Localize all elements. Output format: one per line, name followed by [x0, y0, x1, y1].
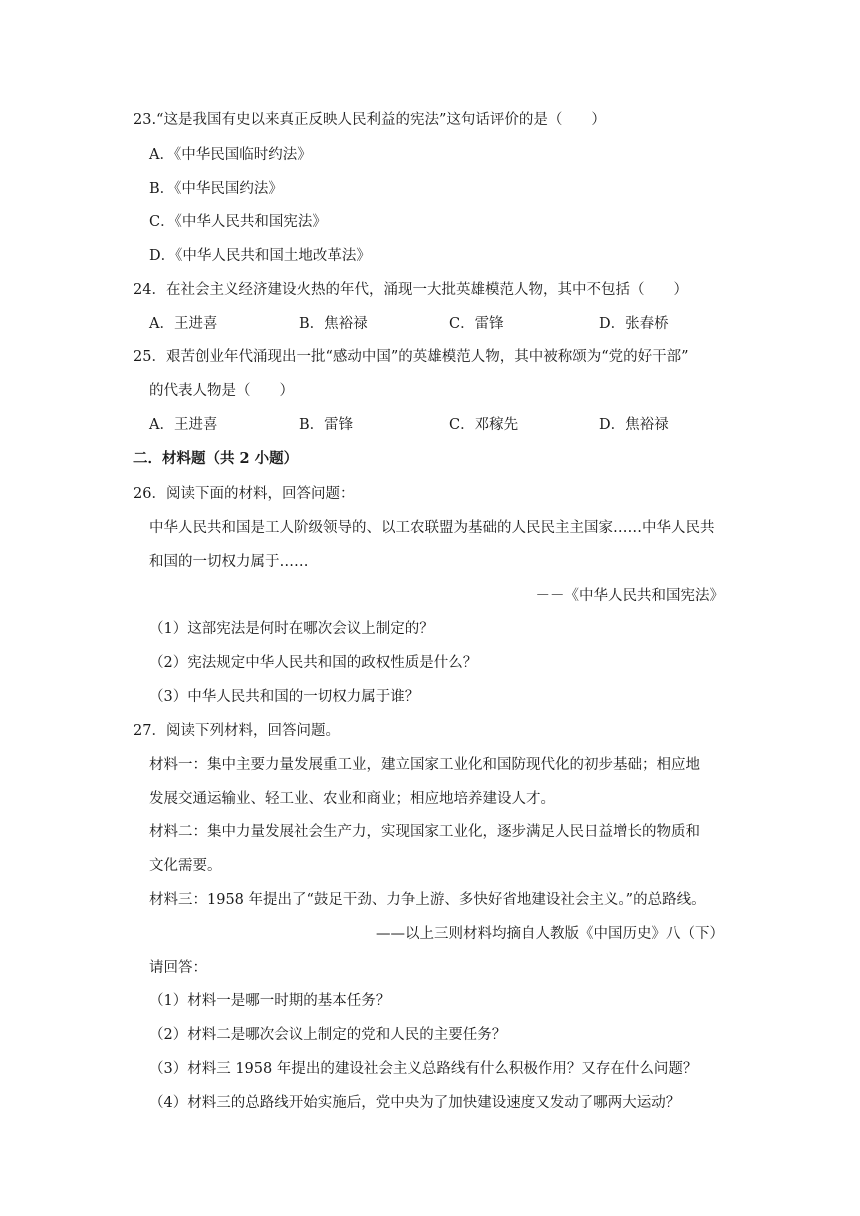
- q23-option-a: A．《中华民国临时约法》: [149, 147, 312, 163]
- q24-option-b: B．焦裕禄: [299, 316, 368, 332]
- q26-stem: 26．阅读下面的材料，回答问题：: [133, 486, 355, 502]
- section-title: 二．材料题（共 2 小题）: [133, 450, 299, 467]
- q26-sub-1: （1）这部宪法是何时在哪次会议上制定的？: [149, 621, 434, 637]
- q25-stem-line2: 的代表人物是（ ）: [149, 383, 294, 399]
- q25-option-a: A．王进喜: [149, 417, 218, 433]
- q27-material2-line2: 文化需要。: [149, 858, 222, 874]
- q25-options: [149, 415, 749, 435]
- q24-option-d: D．张春桥: [599, 316, 669, 332]
- q24-option-c: C．雷锋: [449, 316, 504, 332]
- q25-option-c: C．邓稼先: [449, 417, 519, 433]
- q27-material2-line1: 材料二：集中力量发展社会生产力，实现国家工业化，逐步满足人民日益增长的物质和: [149, 824, 700, 840]
- q23-stem: 23.“这是我国有史以来真正反映人民利益的宪法”这句话评价的是（ ）: [133, 112, 606, 128]
- q27-material1-line1: 材料一：集中主要力量发展重工业，建立国家工业化和国防现代化的初步基础；相应地: [149, 757, 700, 773]
- q27-source: ——以上三则材料均摘自人教版《中国历史》八（下）: [376, 926, 724, 942]
- q26-source: －－《中华人民共和国宪法》: [535, 588, 724, 604]
- q24-stem: 24．在社会主义经济建设火热的年代，涌现一大批英雄模范人物，其中不包括（ ）: [133, 282, 688, 298]
- q26-material-line1: 中华人民共和国是工人阶级领导的、以工农联盟为基础的人民民主主国家……中华人民共: [149, 520, 715, 536]
- q25-option-d: D．焦裕禄: [599, 417, 669, 433]
- q27-stem: 27．阅读下列材料，回答问题。: [133, 723, 340, 739]
- q27-sub-3: （3）材料三 1958 年提出的建设社会主义总路线有什么积极作用？又存在什么问题？: [149, 1061, 698, 1077]
- q23-option-c: C．《中华人民共和国宪法》: [149, 214, 327, 230]
- q27-sub-1: （1）材料一是哪一时期的基本任务？: [149, 993, 391, 1009]
- q26-sub-3: （3）中华人民共和国的一切权力属于谁？: [149, 689, 420, 705]
- q26-material-line2: 和国的一切权力属于……: [149, 554, 309, 570]
- q27-sub-4: （4）材料三的总路线开始实施后，党中央为了加快建设速度又发动了哪两大运动？: [149, 1095, 681, 1111]
- q25-stem-line1: 25．艰苦创业年代涌现出一批“感动中国”的英雄模范人物，其中被称颂为“党的好干部”: [133, 349, 689, 365]
- q23-option-d: D．《中华人民共和国土地改革法》: [149, 248, 371, 264]
- q27-sub-2: （2）材料二是哪次会议上制定的党和人民的主要任务？: [149, 1027, 507, 1043]
- q25-option-b: B．雷锋: [299, 417, 354, 433]
- q24-options: [149, 314, 749, 334]
- q27-material1-line2: 发展交通运输业、轻工业、农业和商业；相应地培养建设人才。: [149, 791, 555, 807]
- q23-option-b: B．《中华民国约法》: [149, 181, 283, 197]
- q27-prompt: 请回答：: [149, 960, 207, 976]
- q27-material3: 材料三：1958 年提出了“鼓足干劲、力争上游、多快好省地建设社会主义。”的总路线。: [149, 892, 706, 908]
- q26-sub-2: （2）宪法规定中华人民共和国的政权性质是什么？: [149, 655, 478, 671]
- q24-option-a: A．王进喜: [149, 316, 218, 332]
